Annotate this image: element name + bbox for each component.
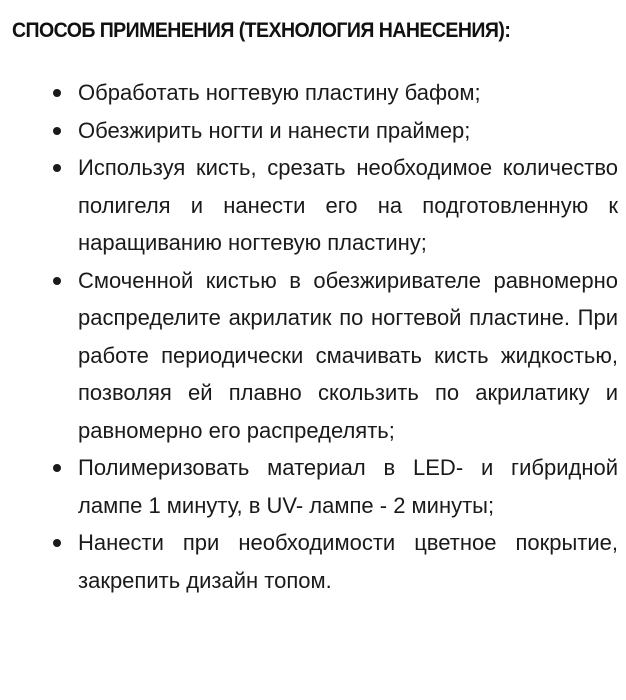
application-steps-list <box>0 74 620 599</box>
step-text: Смоченной кистью в обезжиривателе равномерно распределите акрилатик по ногтевой пластине. При работе периодически смачивать кисть жидкостью, позволяя ей плавно скользить по акрилатику и равномерно его распределять; <box>78 267 618 443</box>
step-text: Обработать ногтевую пластину бафом; <box>78 80 481 105</box>
list-item <box>0 74 620 112</box>
list-item <box>0 149 620 262</box>
bullet-icon <box>53 127 61 135</box>
step-text: Полимеризовать материал в LED- и гибридной лампе 1 минуту, в UV- лампе - 2 минуты; <box>78 455 618 518</box>
section-title: СПОСОБ ПРИМЕНЕНИЯ (ТЕХНОЛОГИЯ НАНЕСЕНИЯ): <box>12 19 511 42</box>
bullet-icon <box>53 277 61 285</box>
bullet-icon <box>53 164 61 172</box>
bullet-icon <box>53 89 61 97</box>
bullet-icon <box>53 464 61 472</box>
step-text: Нанести при необходимости цветное покрытие, закрепить дизайн топом. <box>78 530 618 593</box>
list-item <box>0 449 620 524</box>
list-item <box>0 524 620 599</box>
step-text: Обезжирить ногти и нанести праймер; <box>78 117 471 143</box>
list-item <box>0 112 620 150</box>
list-item <box>0 262 620 450</box>
step-text: Используя кисть, срезать необходимое количество полигеля и нанести его на подготовленную к наращиванию ногтевую пластину; <box>78 155 618 255</box>
bullet-icon <box>53 539 61 547</box>
